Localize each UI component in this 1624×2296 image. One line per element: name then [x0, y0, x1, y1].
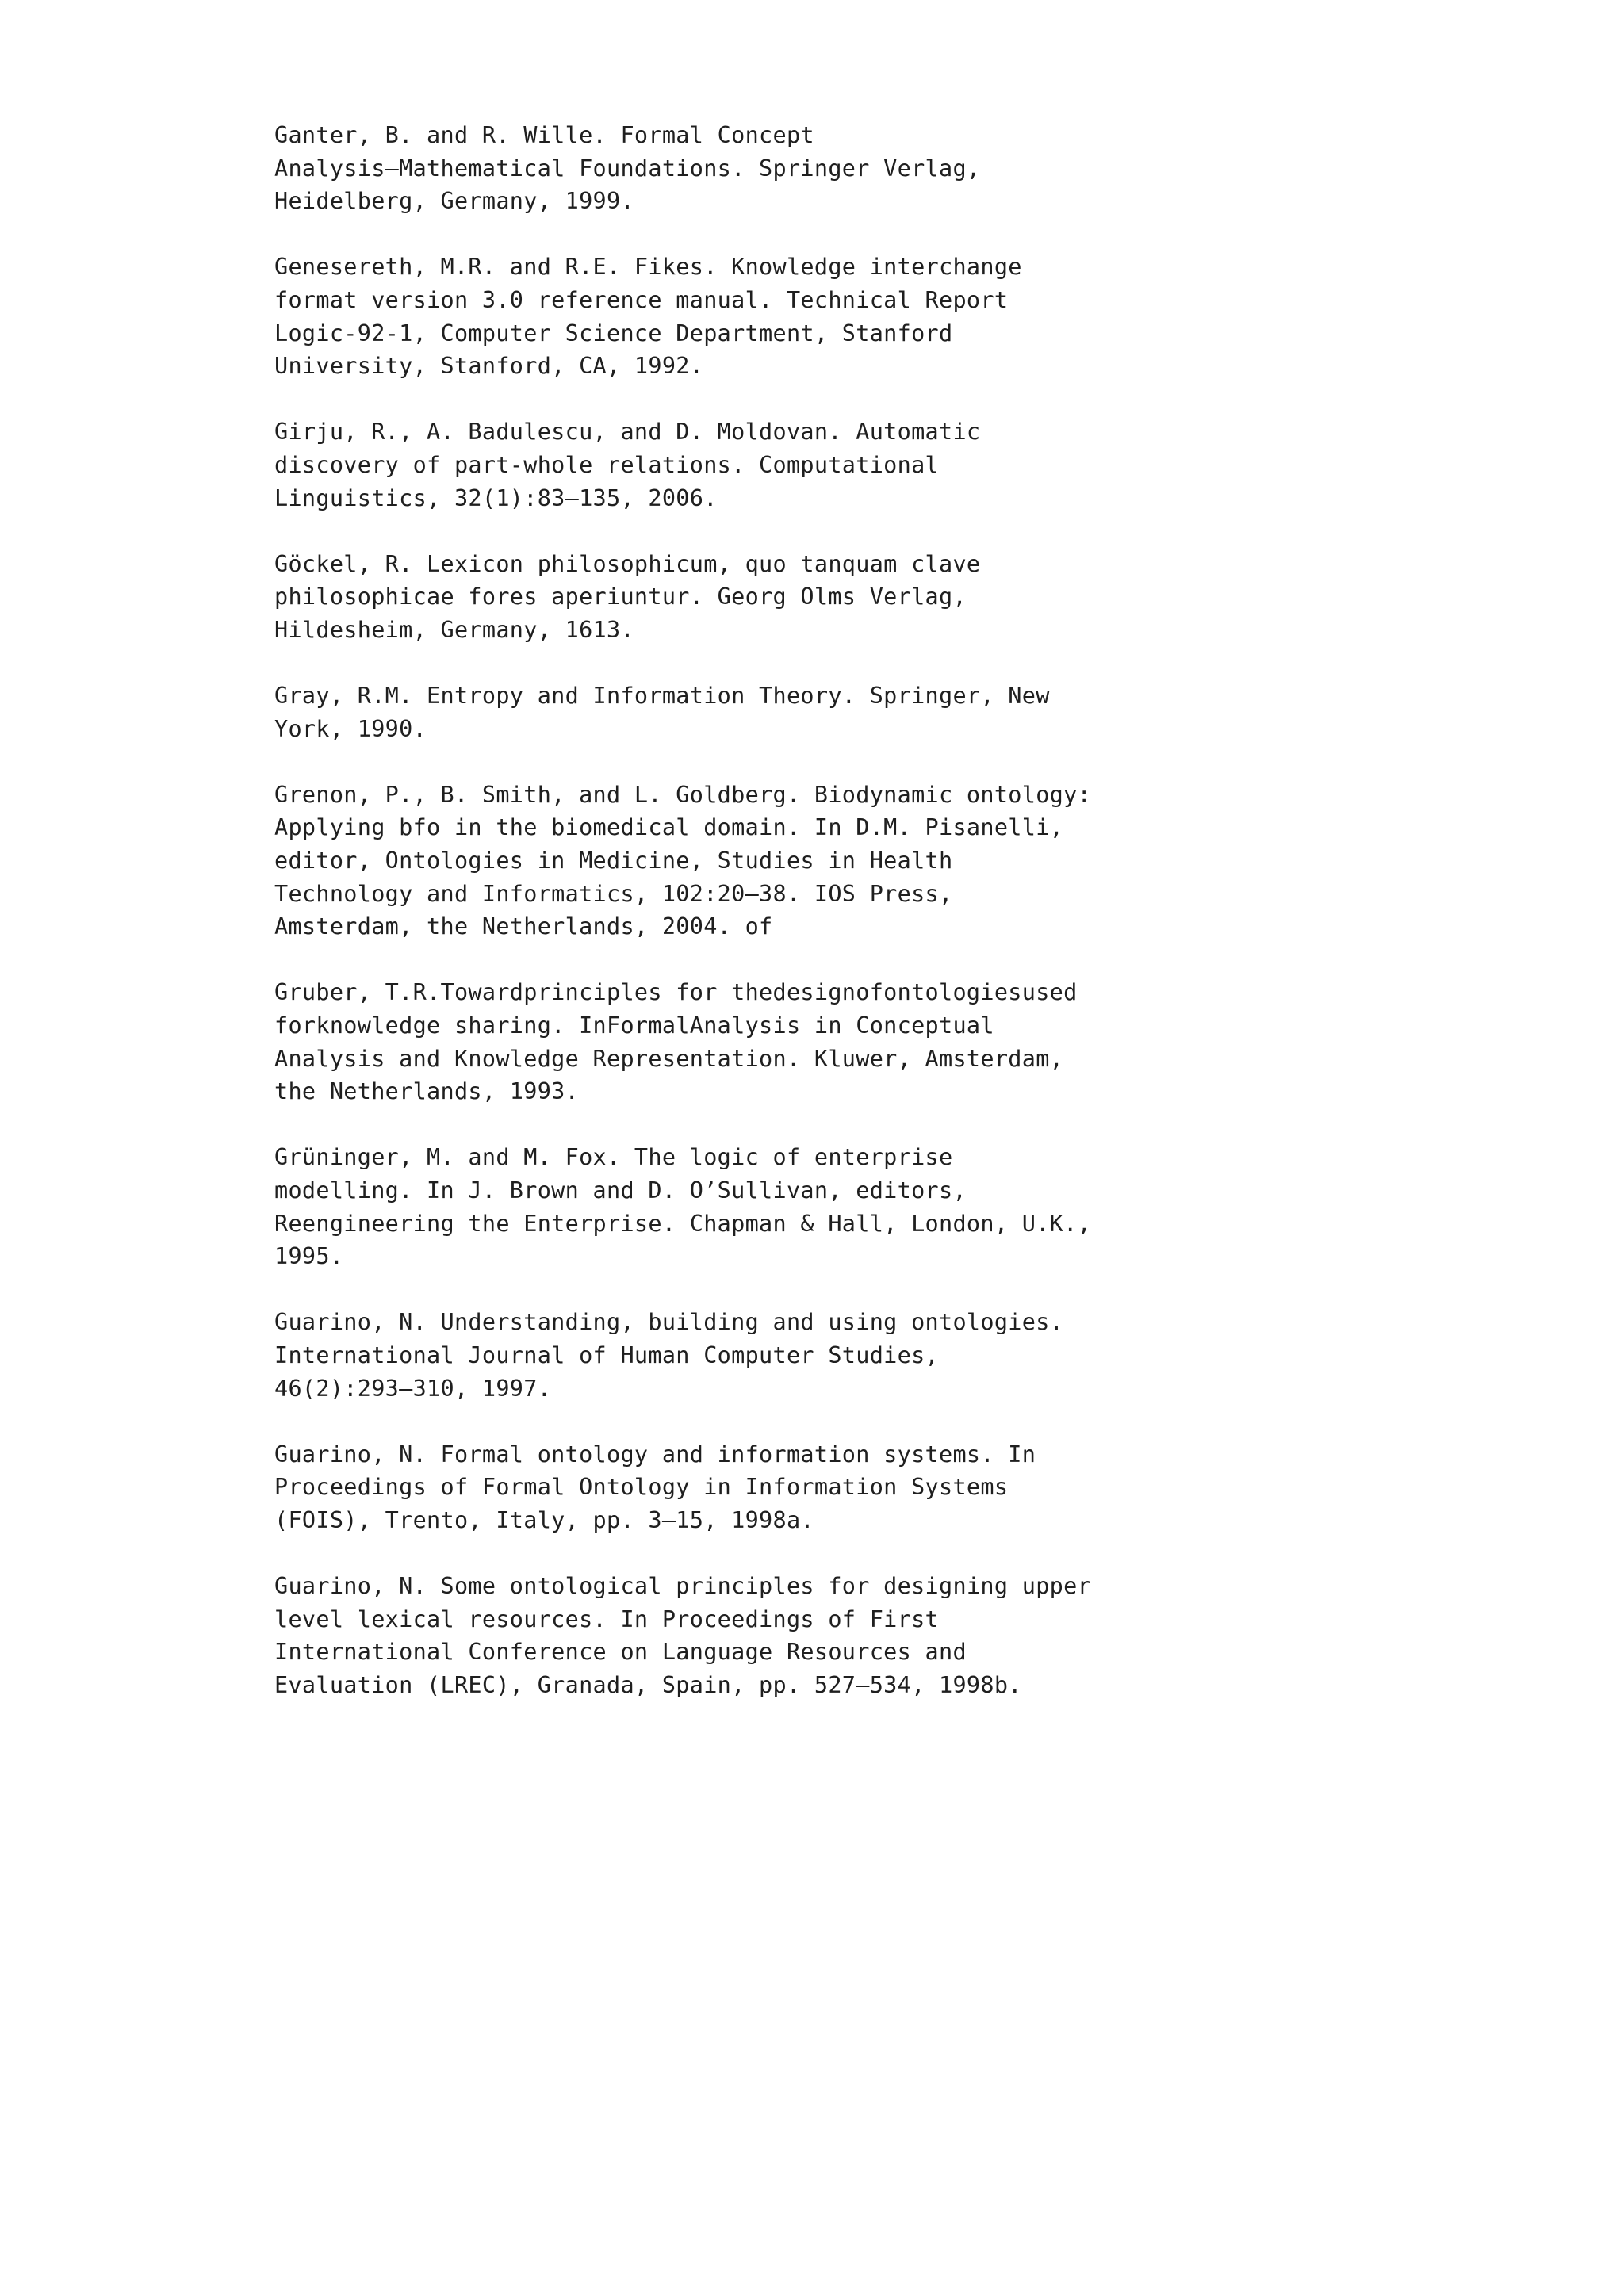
reference-line: Guarino, N. Formal ontology and information systems. In: [274, 1441, 1036, 1468]
reference-line: editor, Ontologies in Medicine, Studies in Health: [274, 848, 953, 874]
reference-line: Amsterdam, the Netherlands, 2004. of: [274, 913, 773, 940]
reference-line: Reengineering the Enterprise. Chapman & Hall, London, U.K.,: [274, 1210, 1092, 1237]
reference-line: Genesereth, M.R. and R.E. Fikes. Knowledge interchange: [274, 254, 1022, 281]
reference-girju-2006: [274, 415, 1464, 515]
reference-line: Technology and Informatics, 102:20–38. IOS Press,: [274, 880, 953, 907]
reference-line: modelling. In J. Brown and D. O’Sullivan, editors,: [274, 1177, 967, 1203]
reference-line: 46(2):293–310, 1997.: [274, 1375, 552, 1402]
reference-grenon-2004: [274, 779, 1464, 943]
reference-line: Analysis—Mathematical Foundations. Springer Verlag,: [274, 155, 981, 182]
reference-line: format version 3.0 reference manual. Technical Report: [274, 286, 1009, 313]
reference-guarino-1998a: [274, 1438, 1464, 1537]
reference-line: level lexical resources. In Proceedings of First: [274, 1605, 940, 1632]
reference-line: York, 1990.: [274, 715, 427, 742]
reference-line: Guarino, N. Understanding, building and using ontologies.: [274, 1309, 1064, 1336]
reference-line: Proceedings of Formal Ontology in Information Systems: [274, 1474, 1009, 1501]
reference-line: the Netherlands, 1993.: [274, 1078, 580, 1105]
reference-line: forknowledge sharing. InFormalAnalysis in Conceptual: [274, 1012, 994, 1039]
reference-line: Hildesheim, Germany, 1613.: [274, 616, 634, 643]
reference-line: Girju, R., A. Badulescu, and D. Moldovan. Automatic: [274, 419, 981, 446]
reference-gockel-1613: [274, 548, 1464, 647]
reference-line: philosophicae fores aperiuntur. Georg Olms Verlag,: [274, 584, 967, 610]
reference-line: Ganter, B. and R. Wille. Formal Concept: [274, 122, 814, 148]
reference-line: University, Stanford, CA, 1992.: [274, 353, 704, 380]
reference-line: Guarino, N. Some ontological principles for designing upper: [274, 1573, 1092, 1600]
reference-gray-1990: [274, 679, 1464, 745]
reference-line: International Conference on Language Resources and: [274, 1639, 967, 1666]
reference-line: Linguistics, 32(1):83–135, 2006.: [274, 484, 718, 511]
reference-line: 1995.: [274, 1243, 344, 1270]
reference-line: Applying bfo in the biomedical domain. In D.M. Pisanelli,: [274, 814, 1064, 841]
reference-line: Grenon, P., B. Smith, and L. Goldberg. Biodynamic ontology:: [274, 781, 1092, 808]
reference-genesereth-1992: [274, 251, 1464, 382]
reference-guarino-1997: [274, 1306, 1464, 1405]
reference-line: discovery of part-whole relations. Computational: [274, 451, 940, 478]
reference-line: Logic-92-1, Computer Science Department, Stanford: [274, 320, 953, 346]
reference-ganter-1999: [274, 119, 1464, 218]
reference-line: Grüninger, M. and M. Fox. The logic of enterprise: [274, 1144, 953, 1171]
reference-line: Göckel, R. Lexicon philosophicum, quo tanquam clave: [274, 550, 981, 577]
reference-line: Analysis and Knowledge Representation. Kluwer, Amsterdam,: [274, 1045, 1064, 1072]
reference-line: Gruber, T.R.Towardprinciples for thedesignofontologiesused: [274, 979, 1078, 1006]
reference-line: (FOIS), Trento, Italy, pp. 3–15, 1998a.: [274, 1506, 814, 1533]
reference-line: Gray, R.M. Entropy and Information Theory. Springer, New: [274, 683, 1050, 710]
reference-list: [274, 119, 1464, 1735]
reference-guarino-1998b: [274, 1570, 1464, 1701]
reference-gruber-1993: [274, 976, 1464, 1108]
reference-line: Evaluation (LREC), Granada, Spain, pp. 527–534, 1998b.: [274, 1671, 1022, 1698]
reference-gruninger-1995: [274, 1141, 1464, 1272]
reference-line: International Journal of Human Computer Studies,: [274, 1341, 940, 1368]
reference-line: Heidelberg, Germany, 1999.: [274, 188, 634, 215]
